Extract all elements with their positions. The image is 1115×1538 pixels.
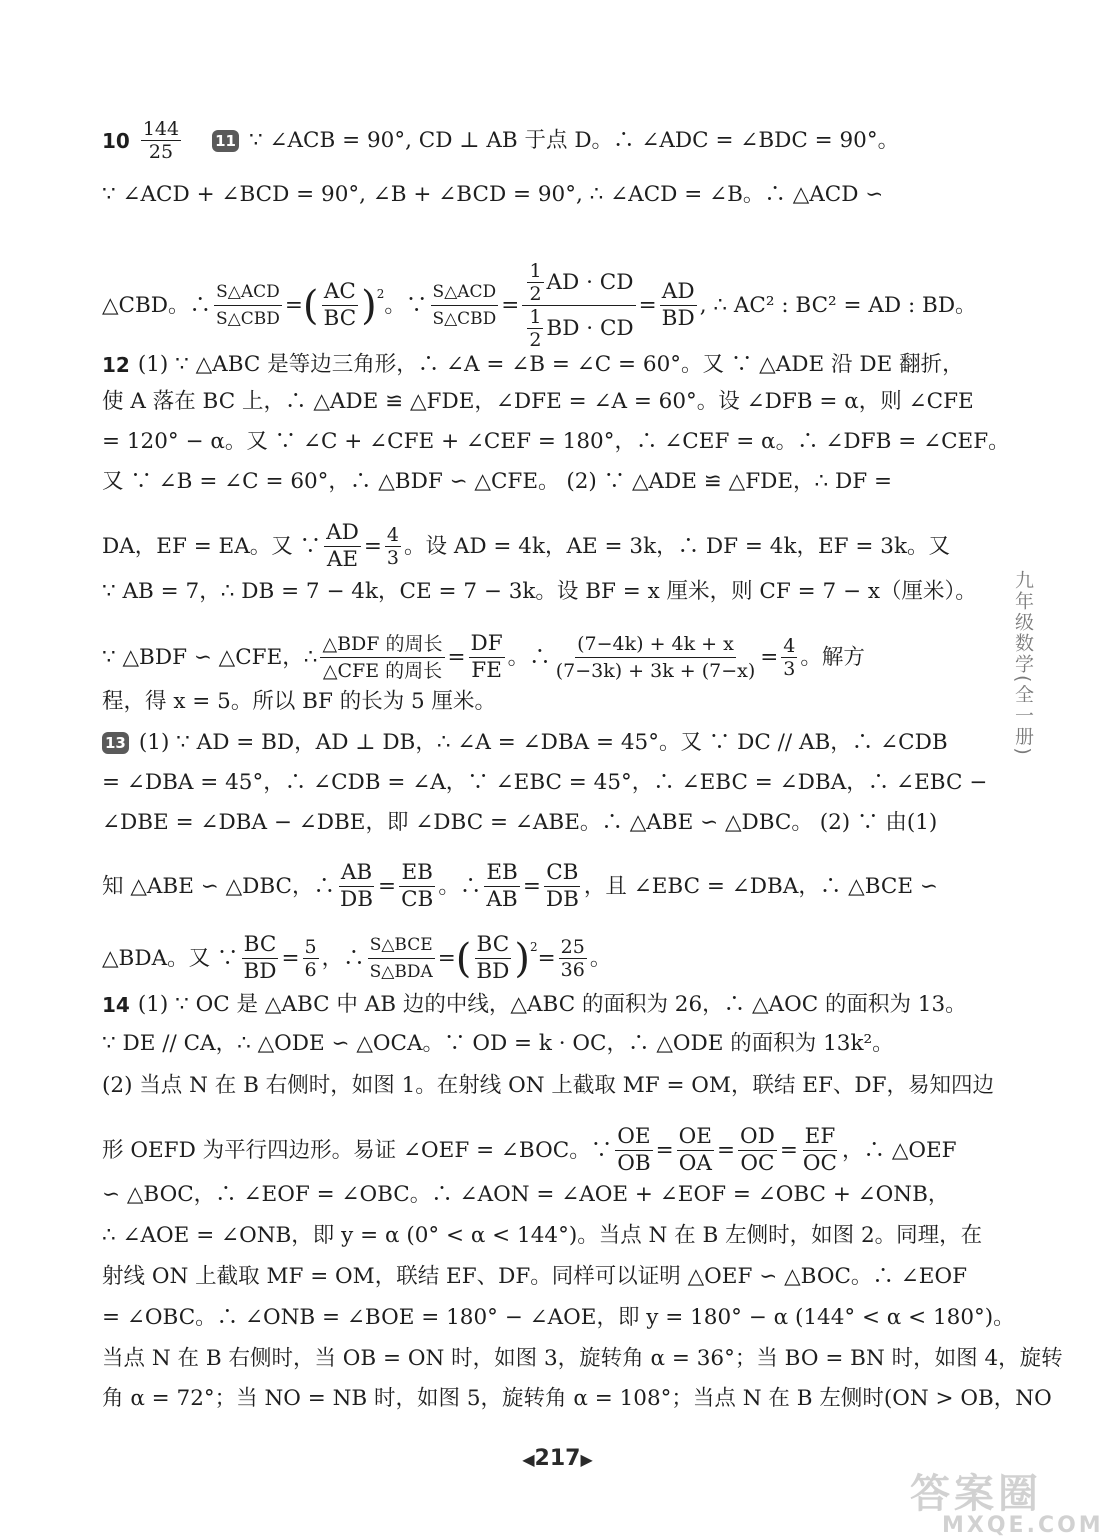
square-exponent: 2 bbox=[376, 286, 385, 301]
q13-five-sixths-fraction: $\frac{5}{6}$ bbox=[304, 936, 317, 981]
q11-area-ratio-fraction-2: $\frac{\text{S△ACD}}{\text{S△CBD}}$ bbox=[430, 279, 498, 332]
q13-text-2: = ∠DBA = 45°，∴ ∠CDB = ∠A，∵ ∠EBC = 45°，∴ ∠EBC = ∠DBA，∴ ∠EBC − bbox=[102, 770, 988, 795]
q12-line-2 bbox=[102, 385, 982, 419]
left-paren: ( bbox=[302, 282, 319, 329]
q14-text-5: ∽ △BOC，∴ ∠EOF = ∠OBC。∴ ∠AON = ∠AOE + ∠EOF = ∠OBC + ∠ONB， bbox=[102, 1182, 950, 1207]
q11-text-line-2: ∵ ∠ACD + ∠BCD = 90°, ∠B + ∠BCD = 90°, ∴ ∠ACD = ∠B。∴ △ACD ∽ bbox=[102, 182, 884, 207]
page-number: ◀217▶ bbox=[522, 1446, 593, 1471]
question-number-14: 14 bbox=[102, 993, 130, 1017]
q14-text-7: 射线 ON 上截取 MF = OM，联结 EF、DF。同样可以证明 △OEF ∽ △BOC。∴ ∠EOF bbox=[102, 1264, 967, 1289]
q12-text-6: ∵ AB = 7，∴ DB = 7 − 4k，CE = 7 − 3k。设 BF = x 厘米，则 CF = 7 − x（厘米）。 bbox=[102, 579, 977, 604]
q14-text-4a: 形 OEFD 为平行四边形。易证 ∠OEF = ∠BOC。∵ bbox=[102, 1137, 613, 1163]
q13-line-4: 知 △ABE ∽ △DBC，∴ $\frac{AB}{DB}$ = $\frac{EB}{CB}$ 。∴ $\frac{EB}{AB}$ = $\frac{CB}{DB}$ ，且 ∠EBC = ∠DBA，∴ △BCE ∽ bbox=[102, 860, 938, 912]
q13-text-4a: 知 △ABE ∽ △DBC，∴ bbox=[102, 873, 335, 899]
q14-line-3 bbox=[102, 1069, 995, 1103]
q14-text-2: ∵ DE // CA，∴ △ODE ∽ △OCA。∵ OD = k · OC，∴ △ODE 的面积为 13k²。 bbox=[102, 1031, 894, 1056]
q12-line-1 bbox=[102, 348, 982, 382]
q12-text-8: 程，得 x = 5。所以 BF 的长为 5 厘米。 bbox=[102, 689, 497, 714]
q14-line-5 bbox=[102, 1178, 982, 1212]
side-book-title: 九年级数学(全一册) bbox=[1012, 570, 1034, 757]
q14-ef-oc-fraction: $\frac{EF}{OC}$ bbox=[802, 1124, 837, 1176]
q12-text-7b: 。∴ bbox=[507, 644, 551, 670]
q12-line-4 bbox=[102, 465, 982, 499]
question-number-10: 10 bbox=[102, 128, 130, 153]
q12-text-5b: 。设 AD = 4k，AE = 3k，∴ DF = 4k，EF = 3k。又 bbox=[404, 533, 950, 559]
q14-line-9 bbox=[102, 1342, 1063, 1376]
q13-line-1 bbox=[102, 726, 982, 760]
q12-text-7c: 。解方 bbox=[800, 644, 865, 670]
q10-answer-fraction: $\frac{144}{25}$ bbox=[142, 118, 180, 163]
q13-text-5a: △BDA。又 ∵ bbox=[102, 945, 239, 971]
q12-line-8 bbox=[102, 685, 982, 719]
q13-bc-bd-fraction-2: $\frac{BC}{BD}$ bbox=[476, 932, 510, 984]
q14-line-6 bbox=[102, 1219, 982, 1253]
q13-text-5b: ，∴ bbox=[321, 945, 365, 971]
q14-text-10: 角 α = 72°；当 NO = NB 时，如图 5，旋转角 α = 108°；当点 N 在 B 左侧时(ON > OB，NO bbox=[102, 1386, 1052, 1411]
q12-text-3: = 120° − α。又 ∵ ∠C + ∠CFE + ∠CEF = 180°，∴ ∠CEF = α。∴ ∠DFB = ∠CEF。 bbox=[102, 429, 1010, 454]
q14-oe-oa-fraction: $\frac{OE}{OA}$ bbox=[678, 1124, 712, 1176]
q13-eb-ab-fraction: $\frac{EB}{AB}$ bbox=[486, 860, 518, 912]
q12-line-5: DA，EF = EA。又 ∵ $\frac{AD}{AE}$ = $\frac{4}{3}$ 。设 AD = 4k，AE = 3k，∴ DF = 4k，EF = 3k。又 bbox=[102, 520, 950, 572]
q14-text-9: 当点 N 在 B 右侧时，当 OB = ON 时，如图 3，旋转角 α = 36°；当 BO = BN 时，如图 4，旋转 bbox=[102, 1346, 1063, 1371]
q14-oe-ob-fraction: $\frac{OE}{OB}$ bbox=[617, 1124, 651, 1176]
question-number-12: 12 bbox=[102, 353, 130, 377]
q12-text-2: 使 A 落在 BC 上，∴ △ADE ≌ △FDE，∠DFE = ∠A = 60°。设 ∠DFB = α，则 ∠CFE bbox=[102, 389, 974, 414]
q13-result-fraction: $\frac{25}{36}$ bbox=[560, 936, 585, 981]
q12-equation-fraction: $\frac{(7-4k) + 4k + x}{(7-3k) + 3k + (7-x)}$ bbox=[555, 633, 756, 682]
question-number-13: 13 bbox=[102, 732, 129, 754]
q13-text-1: (1) ∵ AD = BD，AD ⊥ DB，∴ ∠A = ∠DBA = 45°。又 ∵ DC // AB，∴ ∠CDB bbox=[138, 730, 948, 755]
q14-line-1 bbox=[102, 988, 982, 1022]
q14-od-oc-fraction: $\frac{OD}{OC}$ bbox=[740, 1124, 775, 1176]
question-number-11: 11 bbox=[212, 130, 239, 152]
q11-text-line-1: ∵ ∠ACB = 90°, CD ⊥ AB 于点 D。∴ ∠ADC = ∠BDC = 90°。 bbox=[248, 127, 900, 153]
q14-text-8: = ∠OBC。∴ ∠ONB = ∠BOE = 180° − ∠AOE，即 y = 180° − α (144° < α < 180°)。 bbox=[102, 1305, 1015, 1330]
q13-cb-db-fraction: $\frac{CB}{DB}$ bbox=[545, 860, 579, 912]
q11-area-ratio-fraction: $\frac{\text{S△ACD}}{\text{S△CBD}}$ bbox=[214, 279, 282, 332]
q12-text-1: (1) ∵ △ABC 是等边三角形，∴ ∠A = ∠B = ∠C = 60°。又 ∵ △ADE 沿 DE 翻折， bbox=[137, 352, 964, 377]
q13-line-5: △BDA。又 ∵ $\frac{BC}{BD}$ = $\frac{5}{6}$ ，∴ $\frac{\text{S△BCE}}{\text{S△BDA}}$ = ( $\frac{BC}{BD}$ ) 2 = $\frac{25}{36}$ 。 bbox=[102, 932, 982, 985]
q12-line-3 bbox=[102, 425, 1010, 459]
q12-line-6 bbox=[102, 575, 982, 609]
q11-ad-bd-fraction: $\frac{AD}{BD}$ bbox=[661, 279, 695, 331]
square-exponent: 2 bbox=[530, 939, 538, 954]
q11-side-ratio-fraction: $\frac{AC}{BC}$ bbox=[323, 279, 357, 331]
q14-line-8 bbox=[102, 1301, 1015, 1335]
q14-text-1: (1) ∵ OC 是 △ABC 中 AB 边的中线，△ABC 的面积为 26，∴ △AOC 的面积为 13。 bbox=[137, 992, 967, 1017]
q12-perimeter-ratio-fraction: $\frac{\text{△BDF 的周长}}{\text{△CFE 的周长}}$ bbox=[322, 633, 443, 682]
q10-q11-line-1 bbox=[102, 118, 982, 163]
q12-four-thirds-fraction: $\frac{4}{3}$ bbox=[386, 524, 399, 569]
q14-text-4b: ，∴ △OEF bbox=[841, 1137, 957, 1163]
q14-line-7 bbox=[102, 1260, 982, 1294]
q12-text-4: 又 ∵ ∠B = ∠C = 60°，∴ △BDF ∽ △CFE。 (2) ∵ △ADE ≌ △FDE，∴ DF = bbox=[102, 469, 893, 494]
q12-df-fe-fraction: $\frac{DF}{FE}$ bbox=[470, 631, 503, 683]
right-paren: ) bbox=[514, 935, 531, 982]
q11-text-3b: 。∵ bbox=[384, 292, 428, 318]
q12-ad-ae-fraction: $\frac{AD}{AE}$ bbox=[326, 520, 359, 572]
q11-line-2 bbox=[102, 178, 982, 212]
q13-bc-bd-fraction: $\frac{BC}{BD}$ bbox=[243, 932, 277, 984]
q11-text-3c: , ∴ AC² : BC² = AD : BD。 bbox=[699, 292, 977, 318]
q14-line-2 bbox=[102, 1027, 982, 1061]
left-arrow-icon: ◀ bbox=[522, 1450, 535, 1469]
q13-text-3: ∠DBE = ∠DBA − ∠DBE，即 ∠DBC = ∠ABE。∴ △ABE ∽ △DBC。 (2) ∵ 由(1) bbox=[102, 810, 938, 835]
watermark-logo: 答案圈 MXQE.COM bbox=[910, 1471, 1104, 1538]
q11-half-product-fraction: $\frac{1}{2}$ AD · CD $\frac{1}{2}$ BD · CD bbox=[522, 260, 635, 351]
q14-text-3: (2) 当点 N 在 B 右侧时，如图 1。在射线 ON 上截取 MF = OM，联结 EF、DF，易知四边 bbox=[102, 1073, 995, 1098]
q12-line-7: ∵ △BDF ∽ △CFE，∴ $\frac{\text{△BDF 的周长}}{\text{△CFE 的周长}}$ = $\frac{DF}{FE}$ 。∴ $\frac{(7-4k) + 4k + x}{(7-3k) + 3k + (7-x)}$ = $\frac{4}{3}$ 。解方 bbox=[102, 631, 865, 683]
q13-text-4c: ，且 ∠EBC = ∠DBA，∴ △BCE ∽ bbox=[583, 873, 938, 899]
q13-area-ratio-fraction: $\frac{\text{S△BCE}}{\text{S△BDA}}$ bbox=[368, 932, 435, 985]
q11-text-3a: △CBD。∴ bbox=[102, 292, 212, 318]
right-paren: ) bbox=[361, 282, 377, 329]
q14-text-6: ∴ ∠AOE = ∠ONB，即 y = α (0° < α < 144°)。当点 N 在 B 左侧时，如图 2。同理，在 bbox=[102, 1223, 983, 1248]
left-paren: ( bbox=[455, 935, 472, 982]
q14-line-4: 形 OEFD 为平行四边形。易证 ∠OEF = ∠BOC。∵ $\frac{OE}{OB}$ = $\frac{OE}{OA}$ = $\frac{OD}{OC}$ = $\frac{EF}{OC}$ ，∴ △OEF bbox=[102, 1124, 957, 1176]
q11-line-3: △CBD。∴ $\frac{\text{S△ACD}}{\text{S△CBD}}$ = ( $\frac{AC}{BC}$ ) 2 。∵ $\frac{\text{S△ACD}}{\text{S△CBD}}$ = $\frac{1}{2}$ AD · CD $\frac{1}{2}$ BD · CD = $\frac{AD}{BD}$ , ∴ AC² : BC² = AD : BD。 bbox=[102, 260, 977, 351]
q13-ab-db-fraction: $\frac{AB}{DB}$ bbox=[340, 860, 374, 912]
q12-text-5a: DA，EF = EA。又 ∵ bbox=[102, 533, 322, 559]
right-arrow-icon: ▶ bbox=[580, 1450, 593, 1469]
q12-four-thirds-fraction-2: $\frac{4}{3}$ bbox=[783, 635, 796, 680]
q14-line-10 bbox=[102, 1382, 1052, 1416]
q13-eb-cb-fraction: $\frac{EB}{CB}$ bbox=[401, 860, 434, 912]
q12-text-7a: ∵ △BDF ∽ △CFE，∴ bbox=[102, 644, 318, 670]
q13-line-2 bbox=[102, 766, 988, 800]
q13-text-4b: 。∴ bbox=[438, 873, 482, 899]
q13-line-3 bbox=[102, 806, 982, 840]
